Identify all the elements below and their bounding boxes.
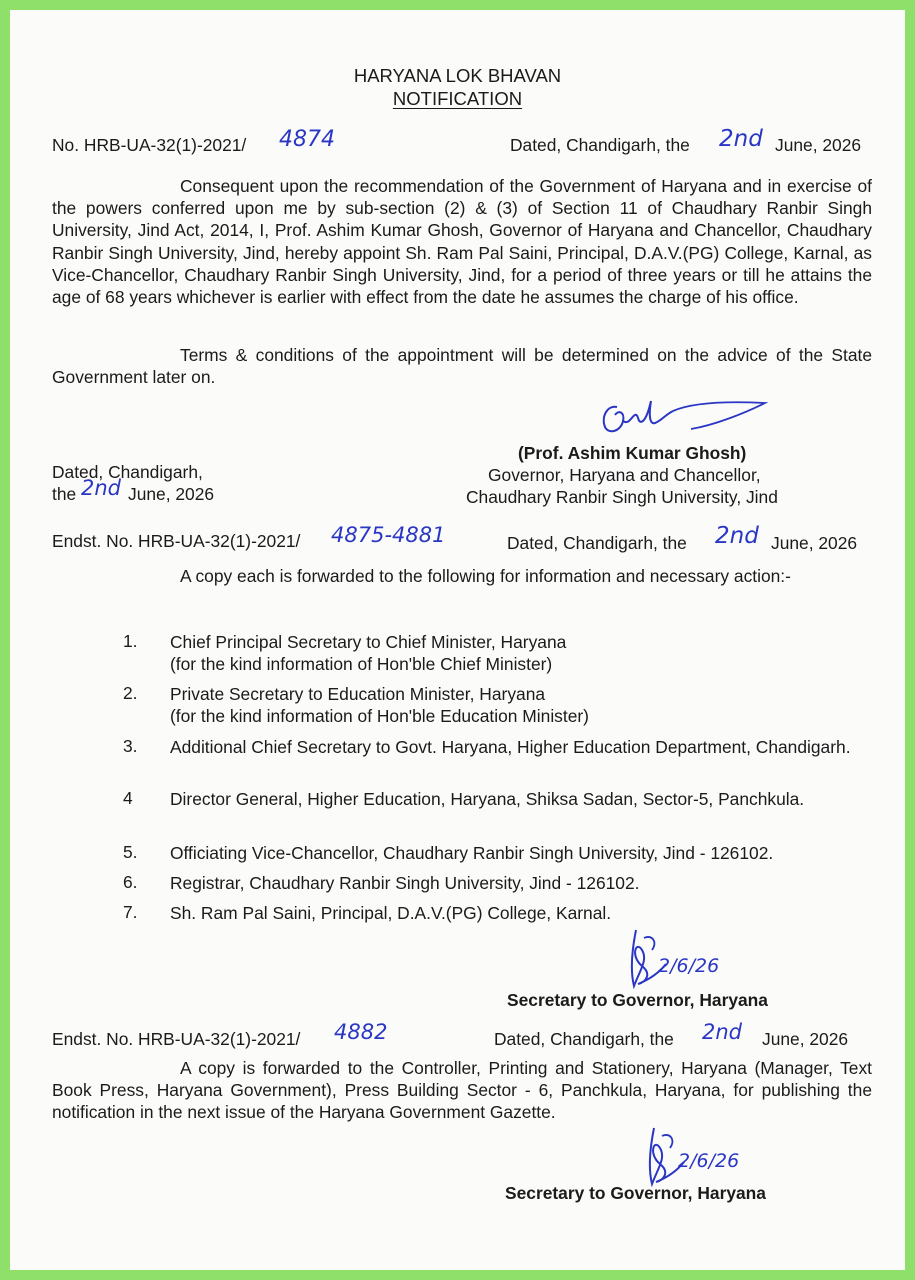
endst-1-date-prefix: Dated, Chandigarh, the — [507, 533, 687, 553]
list-item: Officiating Vice-Chancellor, Chaudhary Ranbir Singh University, Jind - 126102. — [170, 843, 774, 863]
document-page — [10, 10, 905, 1270]
notice-number: No. HRB-UA-32(1)-2021/ — [52, 135, 247, 155]
endst-2-date-day: 2nd — [702, 1020, 743, 1044]
signatory-1-university: Chaudhary Ranbir Singh University, Jind — [466, 487, 778, 507]
endst-2-date-suffix: June, 2026 — [762, 1029, 849, 1049]
endst-2-number: Endst. No. HRB-UA-32(1)-2021/ — [52, 1029, 301, 1049]
notice-date-day: 2nd — [719, 126, 763, 152]
notice-paragraph-1: Consequent upon the recommendation of the Government of Haryana and in exercise of the powers conferred upon me by sub-section (2) & (3) of Section 11 of Chaudhary Ranbir Singh University, Jind Act, 2014, I, Prof. Ashim Kumar Ghosh, Governor of Haryana and Chancellor, Chaudhary Ranbir Singh University, Jind, hereby appoint Sh. Ram Pal Saini, Principal, D.A.V.(PG) College, Karnal, as Vice-Chancellor, Chaudhary Ranbir Singh University, Jind, for a period of three years or till he attains the age of 68 years whichever is earlier with effect from the date he assumes the charge of his office. — [52, 176, 872, 308]
secretary-sign-date-2: 2/6/26 — [678, 1150, 740, 1172]
list-item-number: 7. — [123, 902, 138, 922]
place-date-the: the — [52, 484, 77, 504]
secretary-1-title: Secretary to Governor, Haryana — [507, 990, 768, 1010]
place-date-line1: Dated, Chandigarh, — [52, 462, 203, 482]
secretary-2-title: Secretary to Governor, Haryana — [505, 1183, 766, 1203]
endst-2-paragraph: A copy is forwarded to the Controller, Printing and Stationery, Haryana (Manager, Text Book Press, Haryana Government), Press Building Sector - 6, Panchkula, Haryana, for publishing the notification in the next issue of the Haryana Government Gazette. — [52, 1058, 872, 1123]
list-item: Additional Chief Secretary to Govt. Haryana, Higher Education Department, Chandigarh. — [170, 737, 851, 757]
place-date-day: 2nd — [81, 476, 122, 500]
list-item-number: 1. — [123, 631, 138, 651]
secretary-sign-date-1: 2/6/26 — [658, 955, 720, 977]
notification-heading: NOTIFICATION — [392, 88, 523, 109]
list-item: Sh. Ram Pal Saini, Principal, D.A.V.(PG) College, Karnal. — [170, 903, 612, 923]
list-item: Registrar, Chaudhary Ranbir Singh University, Jind - 126102. — [170, 873, 640, 893]
list-item-number: 3. — [123, 736, 138, 756]
notice-paragraph-2: Terms & conditions of the appointment will be determined on the advice of the State Government later on. — [52, 345, 872, 388]
endst-1-date-day: 2nd — [715, 523, 759, 549]
endst-1-date-suffix: June, 2026 — [771, 533, 858, 553]
place-date-suffix: June, 2026 — [128, 484, 215, 504]
notice-date-suffix: June, 2026 — [775, 135, 862, 155]
signatory-1-name: (Prof. Ashim Kumar Ghosh) — [518, 443, 747, 463]
list-item: Private Secretary to Education Minister, Haryana (for the kind information of Hon'ble Education Minister) — [170, 684, 589, 726]
endst-1-number-handwritten: 4875-4881 — [331, 523, 446, 547]
list-item-number: 4 — [123, 788, 133, 808]
list-item-number: 2. — [123, 683, 138, 703]
list-item: Director General, Higher Education, Haryana, Shiksa Sadan, Sector-5, Panchkula. — [170, 789, 805, 809]
list-item-number: 5. — [123, 842, 138, 862]
list-item: Chief Principal Secretary to Chief Minister, Haryana (for the kind information of Hon'ble Chief Minister) — [170, 632, 567, 674]
endst-1-intro: A copy each is forwarded to the following for information and necessary action:- — [180, 566, 791, 586]
office-title: HARYANA LOK BHAVAN — [353, 65, 562, 86]
signatory-1-designation: Governor, Haryana and Chancellor, — [488, 465, 761, 485]
notice-date-prefix: Dated, Chandigarh, the — [510, 135, 690, 155]
endst-1-number: Endst. No. HRB-UA-32(1)-2021/ — [52, 531, 301, 551]
governor-signature — [595, 395, 770, 443]
endst-2-date-prefix: Dated, Chandigarh, the — [494, 1029, 674, 1049]
notice-number-handwritten: 4874 — [279, 127, 335, 152]
endst-2-number-handwritten: 4882 — [334, 1020, 388, 1044]
list-item-number: 6. — [123, 872, 138, 892]
